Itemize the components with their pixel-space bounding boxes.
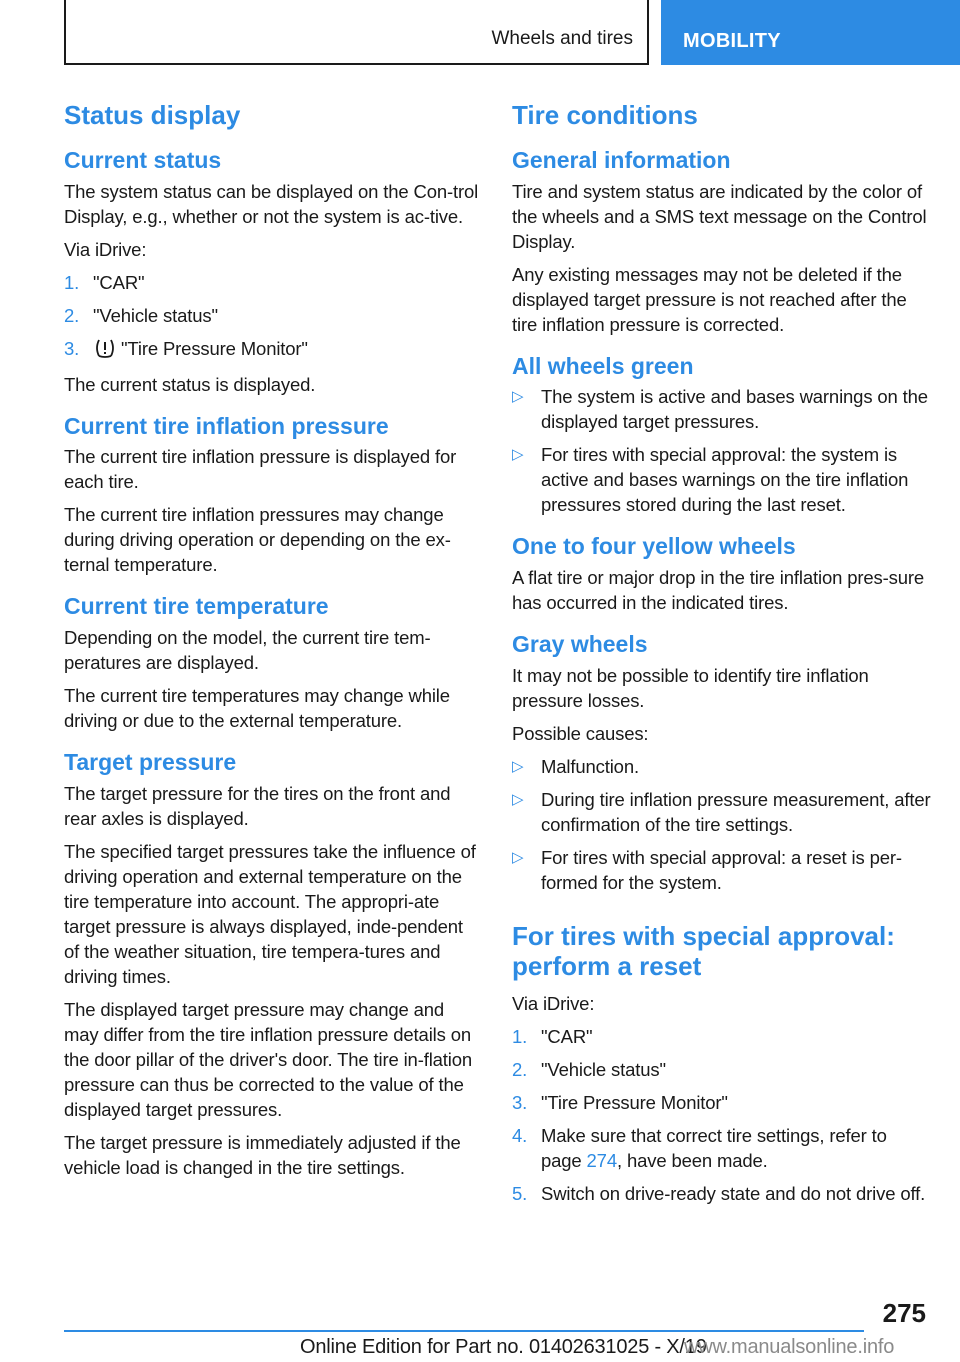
reset-heading: For tires with special approval: perform a reset (512, 920, 895, 981)
bullet-text: During tire inflation pressure measurement, after confirmation of the tire settings. (541, 788, 931, 835)
bullet-list (512, 754, 932, 895)
paragraph: The current status is displayed. (64, 373, 316, 395)
bullet-list (512, 384, 932, 517)
triangle-right-icon: ▷ (512, 446, 524, 464)
paragraph: Possible causes: (512, 722, 649, 744)
current-status-heading: Current status (64, 147, 222, 174)
step-number: 4. (512, 1125, 528, 1147)
step-number: 2. (64, 304, 80, 326)
step-text: "Vehicle status" (93, 304, 218, 326)
paragraph: The current tire inflation pressure is displayed for each tire. (64, 446, 457, 493)
list-item (512, 845, 932, 895)
step-number: 3. (64, 337, 80, 359)
triangle-right-icon: ▷ (512, 757, 524, 775)
header-section-tab (64, 0, 649, 65)
list-item (64, 303, 482, 328)
section-title: Wheels and tires (491, 28, 633, 49)
paragraph: The specified target pressures take the influence of driving operation and external temperature on the tire temperature into account. The appropri-ate target pressure is always displayed, inde-pendent of the weather situation, tire tempera-tures and driving times. (64, 840, 476, 987)
step-text: "Vehicle status" (541, 1059, 666, 1081)
idrive-steps-list (64, 270, 482, 364)
list-item (512, 1057, 932, 1082)
paragraph: The target pressure for the tires on the front and rear axles is displayed. (64, 782, 451, 829)
gray-wheels-heading: Gray wheels (512, 630, 648, 657)
list-item (512, 754, 932, 779)
target-pressure-heading: Target pressure (64, 748, 237, 775)
step-text: "Tire Pressure Monitor" (541, 1092, 728, 1114)
step-number: 5. (512, 1183, 528, 1205)
page-link[interactable]: 274 (586, 1150, 617, 1172)
chapter-title: MOBILITY (683, 30, 781, 52)
bullet-text: Malfunction. (541, 755, 639, 777)
paragraph: Any existing messages may not be deleted if the displayed target pressure is not reached after the tire inflation pressure is corrected. (512, 263, 907, 335)
paragraph: The current tire temperatures may change while driving or due to the external temperature. (64, 684, 450, 731)
paragraph: The target pressure is immediately adjusted if the vehicle load is changed in the tire settings. (64, 1131, 461, 1178)
paragraph: Depending on the model, the current tire tem-peratures are displayed. (64, 626, 431, 673)
triangle-right-icon: ▷ (512, 848, 524, 866)
header-chapter-tab (661, 0, 960, 65)
right-column (512, 100, 932, 1214)
triangle-right-icon: ▷ (512, 790, 524, 808)
paragraph: Tire and system status are indicated by the color of the wheels and a SMS text message on the Control Display. (512, 180, 927, 252)
step-text: Switch on drive-ready state and do not drive off. (541, 1183, 926, 1205)
step-number: 1. (512, 1026, 528, 1048)
watermark-text: www.manualsonline.info (684, 1336, 895, 1358)
list-item (512, 1181, 932, 1206)
list-item (512, 384, 932, 434)
bullet-text: For tires with special approval: the system is active and bases warnings on the tire inflation pressures stored during the last reset. (541, 444, 909, 516)
step-number: 1. (64, 271, 80, 293)
step-text: , have been made. (616, 1150, 768, 1172)
paragraph: It may not be possible to identify tire inflation pressure losses. (512, 664, 869, 711)
tire-temperature-heading: Current tire temperature (64, 593, 329, 620)
yellow-wheels-heading: One to four yellow wheels (512, 533, 796, 560)
step-number: 2. (512, 1059, 528, 1081)
step-text: Make sure that correct tire settings, refer to page (541, 1125, 887, 1172)
paragraph: A flat tire or major drop in the tire inflation pres-sure has occurred in the indicated tires. (512, 566, 925, 613)
list-item (512, 442, 932, 517)
status-display-title: Status display (64, 100, 241, 130)
all-wheels-green-heading: All wheels green (512, 352, 694, 379)
inflation-pressure-heading: Current tire inflation pressure (64, 412, 389, 439)
page-number: 275 (882, 1298, 926, 1328)
left-column (64, 100, 482, 1188)
triangle-right-icon: ▷ (512, 388, 524, 406)
list-item (64, 270, 482, 295)
general-information-heading: General information (512, 147, 731, 174)
edition-text: Online Edition for Part no. 01402631025 - X/19 (300, 1336, 707, 1358)
paragraph: Via iDrive: (512, 993, 595, 1015)
step-text: "CAR" (541, 1026, 593, 1048)
list-item (512, 1090, 932, 1115)
reset-steps-list (512, 1024, 932, 1206)
tire-pressure-warning-icon (95, 338, 115, 364)
step-number: 3. (512, 1092, 528, 1114)
list-item (512, 787, 932, 837)
footer-divider (64, 1330, 864, 1332)
list-item (64, 336, 482, 364)
bullet-text: The system is active and bases warnings on the displayed target pressures. (541, 386, 928, 433)
paragraph: The current tire inflation pressures may change during driving operation or depending on the ex-ternal temperature. (64, 504, 451, 576)
step-text: "Tire Pressure Monitor" (121, 337, 308, 359)
step-text: "CAR" (93, 271, 145, 293)
list-item (512, 1024, 932, 1049)
bullet-text: For tires with special approval: a reset is per-formed for the system. (541, 846, 902, 893)
paragraph: Via iDrive: (64, 238, 147, 260)
tire-conditions-title: Tire conditions (512, 100, 698, 130)
paragraph: The system status can be displayed on the Con-trol Display, e.g., whether or not the system is ac-tive. (64, 180, 479, 227)
paragraph: The displayed target pressure may change and may differ from the tire inflation pressure details on the door pillar of the driver's door. The tire in-flation pressure can thus be corrected to the value of the displayed target pressures. (64, 998, 473, 1120)
list-item (512, 1123, 932, 1173)
